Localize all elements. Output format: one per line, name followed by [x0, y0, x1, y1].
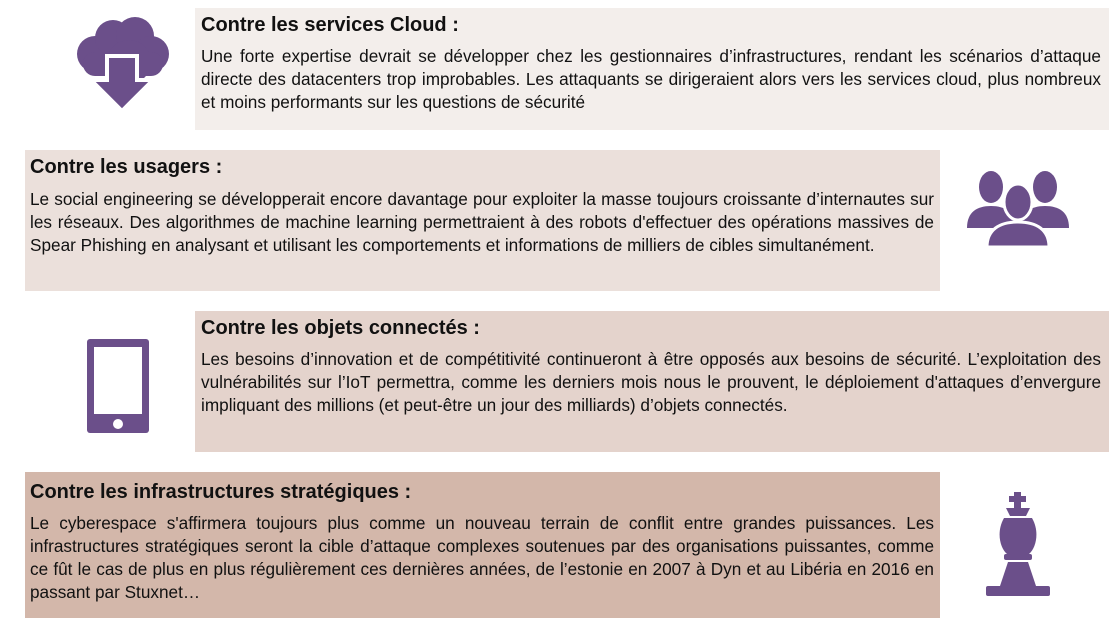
- section-title: Contre les objets connectés :: [201, 317, 480, 339]
- section-text: Une forte expertise devrait se développer chez les gestionnaires d’infrastructures, rendant les scénarios d’attaque directe des datacenters trop improbables. Les attaquants se dirigeraient alors vers les services cloud, plus nombreux et moins performants sur les questions de sécurité: [201, 46, 1101, 112]
- section-users: [25, 150, 940, 291]
- section-title: Contre les usagers :: [30, 156, 223, 178]
- section-text: Le social engineering se développerait encore davantage pour exploiter la masse toujours croissante d’internautes sur les réseaux. Des algorithmes de machine learning permettraient à des robots d'effectuer des opérations massives de Spear Phishing en analysant et utilisant les comportements et informations de milliers de cibles simultanément.: [30, 189, 934, 255]
- users-group-icon: [965, 170, 1071, 248]
- section-cloud-services: [195, 8, 1109, 130]
- section-title: Contre les infrastructures stratégiques :: [30, 481, 412, 503]
- chess-king-icon: [982, 492, 1054, 596]
- section-connected-objects: [195, 311, 1109, 452]
- section-strategic-infrastructures: [25, 472, 940, 618]
- cloud-download-icon: [73, 16, 171, 112]
- section-text: Les besoins d’innovation et de compétitivité continueront à être opposés aux besoins de sécurité. L’exploitation des vulnérabilités sur l’IoT permettra, comme les derniers mois nous le prouvent, le déploiement d'attaques d’envergure impliquant des millions (et peut-être un jour des milliards) d’objets connectés.: [201, 349, 1101, 415]
- mobile-device-icon: [87, 339, 149, 433]
- section-text: Le cyberespace s'affirmera toujours plus comme un nouveau terrain de conflit entre grandes puissances. Les infrastructures stratégiques seront la cible d’attaque complexes soutenues par des organisations puissantes, comme ce fût le cas de plus en plus régulièrement ces dernières années, de l’estonie en 2007 à Dyn et au Libéria en 2016 en passant par Stuxnet…: [30, 513, 934, 602]
- section-title: Contre les services Cloud :: [201, 14, 459, 36]
